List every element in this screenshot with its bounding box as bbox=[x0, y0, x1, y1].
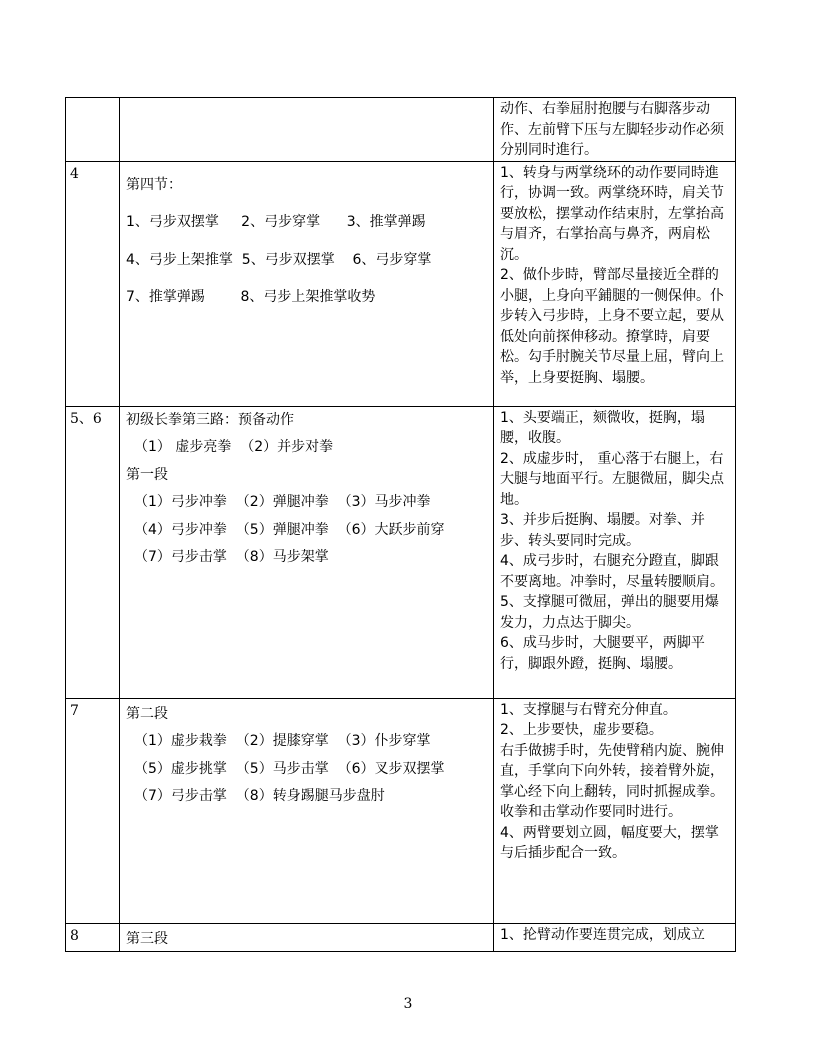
note-text: 动作、右拳屈肘抱腰与右脚落步动作、左前臂下压与左脚轻步动作必须分别同时進行。 bbox=[500, 101, 724, 158]
note-text: 右手做掳手时，先使臂稍内旋、腕伸直，手掌向下向外转，接着臂外旋，掌心经下向上翻转，同时抓握成拳。收拳和击掌动作要同时进行。 bbox=[500, 742, 724, 820]
row-notes bbox=[494, 98, 736, 162]
move-line: 1、弓步双摆掌 2、弓步穿掌 3、推掌弹踢 bbox=[126, 214, 426, 230]
row-content bbox=[120, 923, 494, 951]
section-title: 初级长拳第三路：预备动作 bbox=[126, 411, 294, 428]
row-notes bbox=[494, 923, 736, 951]
row-notes bbox=[494, 406, 736, 698]
section-title: 第一段 bbox=[126, 466, 168, 483]
table-row bbox=[66, 406, 736, 698]
row-notes bbox=[494, 698, 736, 923]
row-content bbox=[120, 161, 494, 406]
move-line: （7）弓步击掌 （8）转身踢腿马步盘肘 bbox=[134, 788, 385, 804]
section-title: 第三段 bbox=[126, 930, 168, 947]
row-number: 4 bbox=[66, 161, 120, 406]
note-text: 2、成虚步时， 重心落于右腿上，右大腿与地面平行。左腿微屈，脚尖点地。 bbox=[500, 450, 724, 508]
section-title: 第二段 bbox=[126, 705, 168, 722]
table-row bbox=[66, 98, 736, 162]
table-row bbox=[66, 923, 736, 951]
row-content bbox=[120, 698, 494, 923]
note-text: 4、两臂要划立圆，幅度要大，摆掌与后插步配合一致。 bbox=[500, 824, 719, 861]
note-text: 1、转身与两掌绕环的动作要同時進行，协调一致。两掌绕环時，肩关节要放松，摆掌动作结束肘，左掌抬高与眉齐，右掌抬高与鼻齐，两肩松沉。 bbox=[500, 164, 724, 263]
move-line: （7）弓步击掌 （8）马步架掌 bbox=[134, 549, 329, 565]
note-text: 5、支撑腿可微屈，弹出的腿要用爆发力，力点达于脚尖。 bbox=[500, 594, 719, 631]
move-line: （1） 虚步亮拳 （2）并步对拳 bbox=[134, 439, 334, 455]
row-number: 7 bbox=[66, 698, 120, 923]
row-content bbox=[120, 406, 494, 698]
note-text: 6、成马步时，大腿要平，两脚平行，脚跟外蹬，挺胸、塌腰。 bbox=[500, 635, 705, 672]
note-text: 2、上步要快，虚步要稳。 bbox=[500, 722, 663, 738]
move-line: （1）弓步冲拳 （2）弹腿冲拳 （3）马步冲拳 bbox=[134, 494, 431, 510]
move-line: （1）虚步栽拳 （2）提膝穿掌 （3）仆步穿掌 bbox=[134, 733, 431, 749]
note-text: 1、支撑腿与右臂充分伸直。 bbox=[500, 701, 677, 718]
note-text: 2、做仆步時，臂部尽量接近全群的小腿，上身向平鋪腿的一侧保伸。仆步转入弓步時，上身不要立起，要从低处向前探伸移动。撩掌時，肩要松。勾手肘腕关节尽量上屈，臂向上举，上身要挺胸、塌腰。 bbox=[500, 267, 724, 386]
move-line: （4）弓步冲拳 （5）弹腿冲拳 （6）大跃步前穿 bbox=[134, 521, 445, 538]
table-row bbox=[66, 698, 736, 923]
page-number: 3 bbox=[403, 996, 413, 1012]
table-row bbox=[66, 161, 736, 406]
row-notes bbox=[494, 161, 736, 406]
section-title: 第四节： bbox=[126, 176, 182, 193]
row-content bbox=[120, 98, 494, 162]
note-text: 1、抡臂动作要连贯完成，划成立 bbox=[500, 926, 705, 943]
row-number: 8 bbox=[66, 923, 120, 951]
row-number bbox=[66, 98, 120, 162]
note-text: 3、并步后挺胸、塌腰。对拳、并步、转头要同时完成。 bbox=[500, 512, 705, 549]
note-text: 4、成弓步时，右腿充分蹬直，脚跟不要离地。冲拳时，尽量转腰顺肩。 bbox=[500, 553, 724, 590]
lesson-table bbox=[65, 97, 736, 952]
note-text: 1、头要端正，颏微收，挺胸，塌腰，收腹。 bbox=[500, 409, 705, 446]
move-line: （5）虚步挑掌 （5）马步击掌 （6）叉步双摆掌 bbox=[134, 760, 445, 777]
move-line: 4、弓步上架推掌 5、弓步双摆掌 6、弓步穿掌 bbox=[126, 251, 432, 268]
row-number: 5、6 bbox=[66, 406, 120, 698]
move-line: 7、推掌弹踢 8、弓步上架推掌收势 bbox=[126, 289, 376, 305]
